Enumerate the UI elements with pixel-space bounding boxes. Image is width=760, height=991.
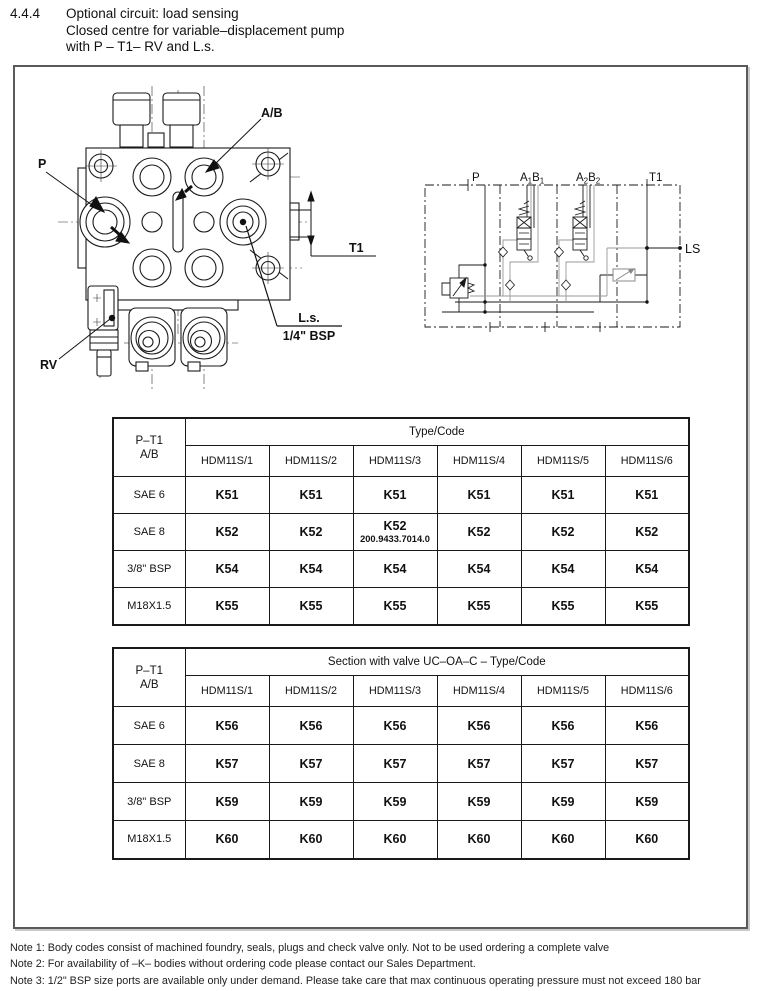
code-cell: K60 [269,821,353,859]
table-row [113,783,689,821]
ls-port-dot [240,219,246,225]
spool-cap [113,93,150,125]
column-header: HDM11S/6 [605,446,689,477]
rv-label: RV [40,358,58,372]
spool-valve-symbol-2 [573,201,588,260]
code-cell: K55 [437,588,521,625]
relief-valve-symbol [450,278,474,298]
schem-a1b1-label: $A_1B_1$ [520,172,545,186]
code-cell: K52 [521,514,605,551]
p-port-label: P [38,157,47,171]
corner-line: A/B [139,448,159,461]
table-row [113,551,689,588]
table-row [113,588,689,625]
check-valve-symbol [555,247,564,257]
row-header: SAE 6 [113,477,185,514]
t1-port-boss [290,203,299,240]
code-value: K52 [383,519,407,533]
code-cell: K60 [185,821,269,859]
row-header: SAE 6 [113,707,185,745]
heading-line-1: Optional circuit: load sensing [66,6,239,21]
column-header: HDM11S/4 [437,446,521,477]
column-header: HDM11S/1 [185,676,269,707]
code-cell: K54 [185,551,269,588]
code-cell: K59 [269,783,353,821]
column-header: HDM11S/5 [521,676,605,707]
code-cell: K59 [605,783,689,821]
row-header: SAE 8 [113,514,185,551]
type-code-table-wrap [112,417,690,626]
spool-valve-symbol-1 [517,201,532,260]
schem-ls-label: LS [685,242,701,256]
code-cell: K51 [605,477,689,514]
column-header: HDM11S/1 [185,446,269,477]
code-cell: K52 [269,514,353,551]
code-cell: K54 [605,551,689,588]
code-cell: K56 [353,707,437,745]
section-heading [66,6,344,56]
code-cell: K60 [437,821,521,859]
rv-dot [109,315,115,321]
row-header: SAE 8 [113,745,185,783]
code-cell: K57 [521,745,605,783]
code-cell [353,514,437,551]
check-valve-symbol [506,280,515,290]
table-span-title: Type/Code [185,418,689,446]
code-cell: K56 [605,707,689,745]
code-cell: K51 [437,477,521,514]
code-cell: K57 [185,745,269,783]
spool-cap [163,93,200,125]
code-cell: K55 [269,588,353,625]
code-cell: K51 [521,477,605,514]
code-cell: K52 [437,514,521,551]
column-header: HDM11S/6 [605,676,689,707]
table-corner-header [113,648,185,707]
code-cell: K55 [605,588,689,625]
content-frame [13,65,748,929]
section-valve-table [112,647,690,860]
corner-line: P–T1 [135,664,163,677]
table-row [113,821,689,859]
note-3: Note 3: 1/2" BSP size ports are available only under demand. Please take care that max continuous operating pressure must not exceed 180 bar [10,974,701,987]
code-cell: K52 [185,514,269,551]
table-row [113,707,689,745]
row-header: M18X1.5 [113,821,185,859]
table-row [113,745,689,783]
column-header: HDM11S/2 [269,676,353,707]
column-header: HDM11S/3 [353,446,437,477]
code-cell: K54 [353,551,437,588]
row-header: M18X1.5 [113,588,185,625]
heading-line-3: with P – T1– RV and L.s. [66,39,215,54]
row-header: 3/8" BSP [113,551,185,588]
code-cell: K51 [353,477,437,514]
code-cell: K54 [437,551,521,588]
note-1: Note 1: Body codes consist of machined foundry, seals, plugs and check valve only. Not to be used ordering a complete valve [10,942,610,954]
code-cell: K56 [437,707,521,745]
schem-a2b2-label: $A_2B_2$ [576,172,601,186]
orifice-symbol [613,268,635,281]
code-cell: K55 [185,588,269,625]
schem-t1-label: T1 [649,172,663,184]
code-cell: K59 [353,783,437,821]
note-2: Note 2: For availability of –K– bodies without ordering code please contact our Sales Department. [10,958,476,971]
t1-port-label: T1 [349,241,364,255]
code-cell: K55 [521,588,605,625]
column-header: HDM11S/3 [353,676,437,707]
heading-line-2: Closed centre for variable–displacement pump [66,22,345,38]
code-cell: K59 [437,783,521,821]
table-row [113,477,689,514]
code-cell: K57 [353,745,437,783]
code-cell: K57 [437,745,521,783]
type-code-table [112,417,690,626]
code-cell: K60 [521,821,605,859]
code-cell: K59 [521,783,605,821]
column-header: HDM11S/5 [521,446,605,477]
valve-body-drawing [23,80,385,398]
hydraulic-schematic [415,160,760,345]
code-cell: K55 [353,588,437,625]
code-cell: K60 [353,821,437,859]
table-row [113,514,689,551]
corner-line: A/B [139,678,159,691]
code-cell: K54 [269,551,353,588]
section-number: 4.4.4 [10,6,41,21]
table-span-title: Section with valve UC–OA–C – Type/Code [185,648,689,676]
schem-p-label: P [472,172,480,184]
ls-label-line2: 1/4" BSP [282,329,336,343]
footnotes [10,940,701,989]
table-corner-header [113,418,185,477]
ab-port-label: A/B [261,106,283,120]
ls-label-line1: L.s. [298,311,320,325]
corner-line: P–T1 [135,434,163,447]
column-header: HDM11S/2 [269,446,353,477]
code-cell: K57 [269,745,353,783]
code-cell: K51 [185,477,269,514]
code-cell: K59 [185,783,269,821]
schematic-boundary [425,185,680,327]
code-cell: K51 [269,477,353,514]
code-cell: K56 [521,707,605,745]
code-cell: K56 [269,707,353,745]
code-cell: K52 [605,514,689,551]
code-part-number: 200.9433.7014.0 [360,534,430,544]
code-cell: K54 [521,551,605,588]
code-cell: K60 [605,821,689,859]
check-valve-symbol [562,280,571,290]
code-cell: K57 [605,745,689,783]
column-header: HDM11S/4 [437,676,521,707]
code-cell: K56 [185,707,269,745]
row-header: 3/8" BSP [113,783,185,821]
section-valve-table-wrap [112,647,690,860]
